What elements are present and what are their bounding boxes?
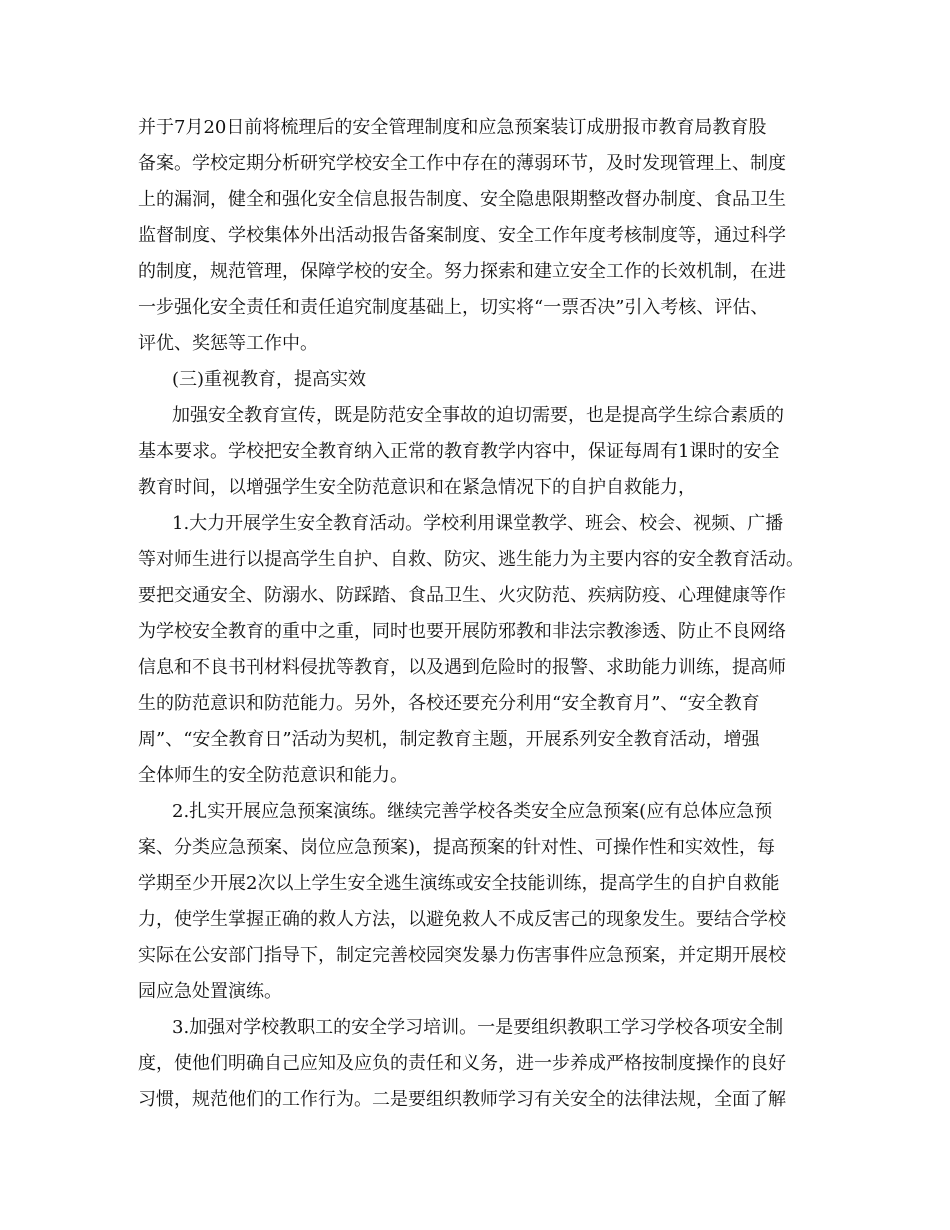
text-line: 上的漏洞，健全和强化安全信息报告制度、安全隐患限期整改督办制度、食品卫生 [138, 189, 786, 210]
text-line: 教育时间，以增强学生安全防范意识和在紧急情况下的自护自救能力， [138, 477, 696, 498]
text-line: 度，使他们明确自己应知及应负的责任和义务，进一步养成严格按制度操作的良好 [138, 1053, 786, 1074]
text-line: 监督制度、学校集体外出活动报告备案制度、安全工作年度考核制度等，通过科学 [138, 225, 786, 246]
text-line: 为学校安全教育的重中之重，同时也要开展防邪教和非法宗教渗透、防止不良网络 [138, 621, 786, 642]
text-line: 实际在公安部门指导下，制定完善校园突发暴力伤害事件应急预案，并定期开展校 [138, 945, 786, 966]
text-line: 周”、“安全教育日”活动为契机，制定教育主题，开展系列安全教育活动，增强 [138, 729, 760, 750]
text-line: 力，使学生掌握正确的救人方法，以避免救人不成反害己的现象发生。要结合学校 [138, 909, 786, 930]
text-line: 3.加强对学校教职工的安全学习培训。一是要组织教职工学习学校各项安全制 [172, 1017, 784, 1038]
text-line: 2.扎实开展应急预案演练。继续完善学校各类安全应急预案(应有总体应急预 [172, 801, 773, 822]
document-page [138, 110, 814, 1118]
text-line: (三)重视教育，提高实效 [172, 369, 367, 390]
text-line: 等对师生进行以提高学生自护、自救、防灾、逃生能力为主要内容的安全教育活动。 [138, 549, 804, 570]
text-line: 加强安全教育宣传，既是防范安全事故的迫切需要，也是提高学生综合素质的 [172, 405, 784, 426]
text-line: 全体师生的安全防范意识和能力。 [138, 765, 408, 786]
text-line: 习惯，规范他们的工作行为。二是要组织教师学习有关安全的法律法规，全面了解 [138, 1089, 786, 1110]
text-line: 评优、奖惩等工作中。 [138, 333, 318, 354]
text-line: 案、分类应急预案、岗位应急预案)，提高预案的针对性、可操作性和实效性，每 [138, 837, 776, 858]
text-line: 生的防范意识和防范能力。另外，各校还要充分利用“安全教育月”、“安全教育 [138, 693, 760, 714]
text-line: 园应急处置演练。 [138, 981, 282, 1002]
text-line: 基本要求。学校把安全教育纳入正常的教育教学内容中，保证每周有1课时的安全 [138, 441, 780, 462]
text-line: 并于7月20日前将梳理后的安全管理制度和应急预案装订成册报市教育局教育股 [138, 117, 767, 138]
text-line: 学期至少开展2次以上学生安全逃生演练或安全技能训练，提高学生的自护自救能 [138, 873, 780, 894]
text-line: 信息和不良书刊材料侵扰等教育，以及遇到危险时的报警、求助能力训练，提高师 [138, 657, 786, 678]
text-line: 的制度，规范管理，保障学校的安全。努力探索和建立安全工作的长效机制，在进 [138, 261, 786, 282]
text-line: 一步强化安全责任和责任追究制度基础上，切实将“一票否决”引入考核、评估、 [138, 297, 769, 318]
text-line: 1.大力开展学生安全教育活动。学校利用课堂教学、班会、校会、视频、广播 [172, 513, 784, 534]
text-line: 要把交通安全、防溺水、防踩踏、食品卫生、火灾防范、疾病防疫、心理健康等作 [138, 585, 786, 606]
text-line: 备案。学校定期分析研究学校安全工作中存在的薄弱环节，及时发现管理上、制度 [138, 153, 786, 174]
